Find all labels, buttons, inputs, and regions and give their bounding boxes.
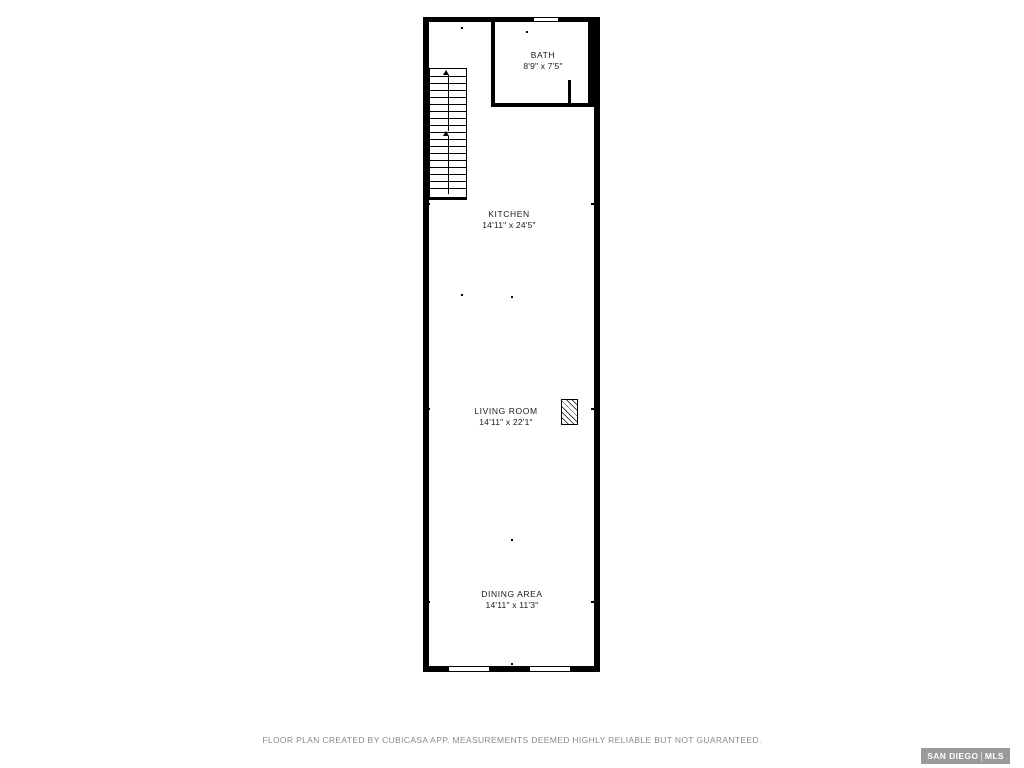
room-name: KITCHEN [488, 209, 530, 219]
room-dimensions: 14'11" x 11'3" [485, 599, 539, 610]
fireplace [561, 399, 578, 425]
window-bottom-left [449, 666, 489, 672]
fixture-dot [511, 296, 513, 298]
fixture-dot [461, 27, 463, 29]
wall-tick [591, 601, 594, 603]
wall-exterior-right-lower [594, 104, 600, 672]
staircase [429, 68, 467, 198]
wall-tick [427, 408, 430, 410]
watermark-primary: SAN DIEGO [927, 751, 979, 761]
fixture-dot [511, 539, 513, 541]
wall-tick [427, 601, 430, 603]
room-dimensions: 14'11" x 22'1" [479, 416, 533, 427]
room-dimensions: 8'9" x 7'5" [523, 60, 563, 71]
wall-tick [591, 408, 594, 410]
fixture-dot [511, 663, 513, 665]
watermark-secondary: MLS [984, 751, 1004, 761]
wall-exterior-top [423, 17, 600, 22]
watermark-separator: | [980, 751, 983, 761]
watermark-san-diego-mls [921, 748, 1010, 764]
fixture-dot [461, 294, 463, 296]
room-name: DINING AREA [481, 589, 543, 599]
wall-tick [427, 203, 430, 205]
room-label-living-room [474, 406, 537, 427]
wall-tick [591, 203, 594, 205]
window-bottom-right [530, 666, 570, 672]
room-name: LIVING ROOM [474, 406, 538, 416]
room-name: BATH [530, 50, 556, 60]
window-top [534, 17, 558, 22]
footer-disclaimer: FLOOR PLAN CREATED BY CUBICASA APP. MEASUREMENTS DEEMED HIGHLY RELIABLE BUT NOT GUARANTEED. [262, 735, 762, 745]
wall-bath-closet-divider [568, 80, 571, 107]
wall-bath-left [491, 22, 495, 107]
room-label-kitchen [482, 209, 536, 230]
wall-bath-door-stub [491, 22, 495, 32]
wall-bath-bottom [491, 103, 595, 107]
room-label-dining-area [481, 589, 542, 610]
room-dimensions: 14'11" x 24'5" [482, 219, 536, 230]
fixture-dot [526, 31, 528, 33]
wall-exterior-right-upper [588, 17, 600, 107]
room-label-bath [523, 50, 562, 71]
